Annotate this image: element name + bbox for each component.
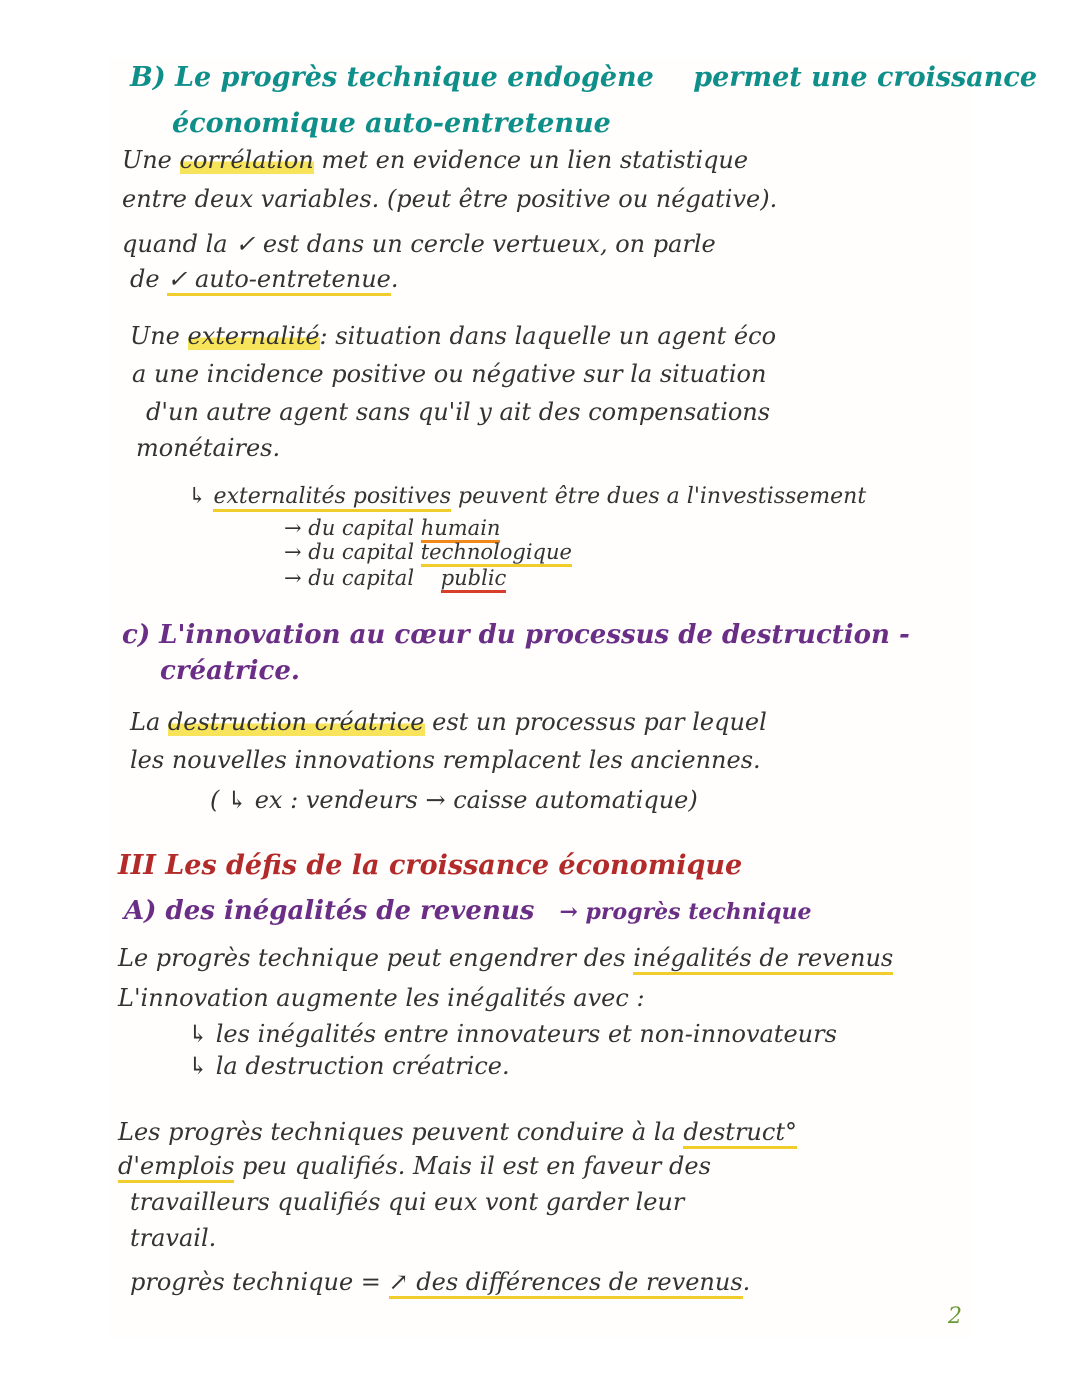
- employment-line-2: d'emplois peu qualifiés. Mais il est en faveur des: [118, 1152, 711, 1180]
- virtuous-circle-line-2: de ✓ auto-entretenue.: [130, 265, 399, 293]
- employment-line-1: Les progrès techniques peuvent conduire à la destruct°: [118, 1118, 797, 1146]
- summary-line: progrès technique = ↗ des différences de revenus.: [130, 1268, 750, 1296]
- positive-externalities-line: ↳ externalités positives peuvent être dues a l'investissement: [188, 484, 866, 509]
- capital-item-human: → du capital humain: [284, 516, 500, 540]
- creative-destruction-line-1: La destruction créatrice est un processus par lequel: [130, 708, 767, 736]
- section-b-title-line-1: B) Le progrès technique endogène permet une croissance: [130, 62, 1038, 93]
- creative-destruction-line-2: les nouvelles innovations remplacent les anciennes.: [130, 746, 761, 774]
- creative-destruction-example: ( ↳ ex : vendeurs → caisse automatique): [210, 786, 698, 814]
- section-b-title-line-2: économique auto-entretenue: [172, 108, 611, 139]
- inequalities-line-2: L'innovation augmente les inégalités avec :: [118, 984, 645, 1012]
- capital-item-public: → du capital public: [284, 566, 506, 590]
- employment-line-4: travail.: [130, 1224, 217, 1252]
- capital-item-technological: → du capital technologique: [284, 540, 572, 564]
- section-iii-a-title: A) des inégalités de revenus → progrès technique: [124, 896, 812, 926]
- section-c-title-line-1: c) L'innovation au cœur du processus de destruction -: [122, 620, 910, 650]
- page-number: 2: [948, 1304, 962, 1329]
- externality-definition-line-1: Une externalité: situation dans laquelle un agent éco: [130, 322, 777, 350]
- externality-definition-line-4: monétaires.: [136, 434, 281, 462]
- correlation-definition-line-2: entre deux variables. (peut être positive ou négative).: [122, 185, 778, 213]
- correlation-definition-line-1: Une corrélation met en evidence un lien statistique: [122, 146, 749, 174]
- inequalities-line-1: Le progrès technique peut engendrer des inégalités de revenus: [118, 944, 893, 972]
- virtuous-circle-line-1: quand la ✓ est dans un cercle vertueux, on parle: [122, 230, 716, 258]
- section-c-title-line-2: créatrice.: [160, 656, 300, 686]
- externality-definition-line-3: d'un autre agent sans qu'il y ait des compensations: [146, 398, 771, 426]
- inequalities-line-4: ↳ la destruction créatrice.: [188, 1052, 510, 1080]
- inequalities-line-3: ↳ les inégalités entre innovateurs et non-innovateurs: [188, 1020, 837, 1048]
- employment-line-3: travailleurs qualifiés qui eux vont garder leur: [130, 1188, 685, 1216]
- section-iii-title: III Les défis de la croissance économique: [118, 850, 743, 881]
- externality-definition-line-2: a une incidence positive ou négative sur la situation: [132, 360, 767, 388]
